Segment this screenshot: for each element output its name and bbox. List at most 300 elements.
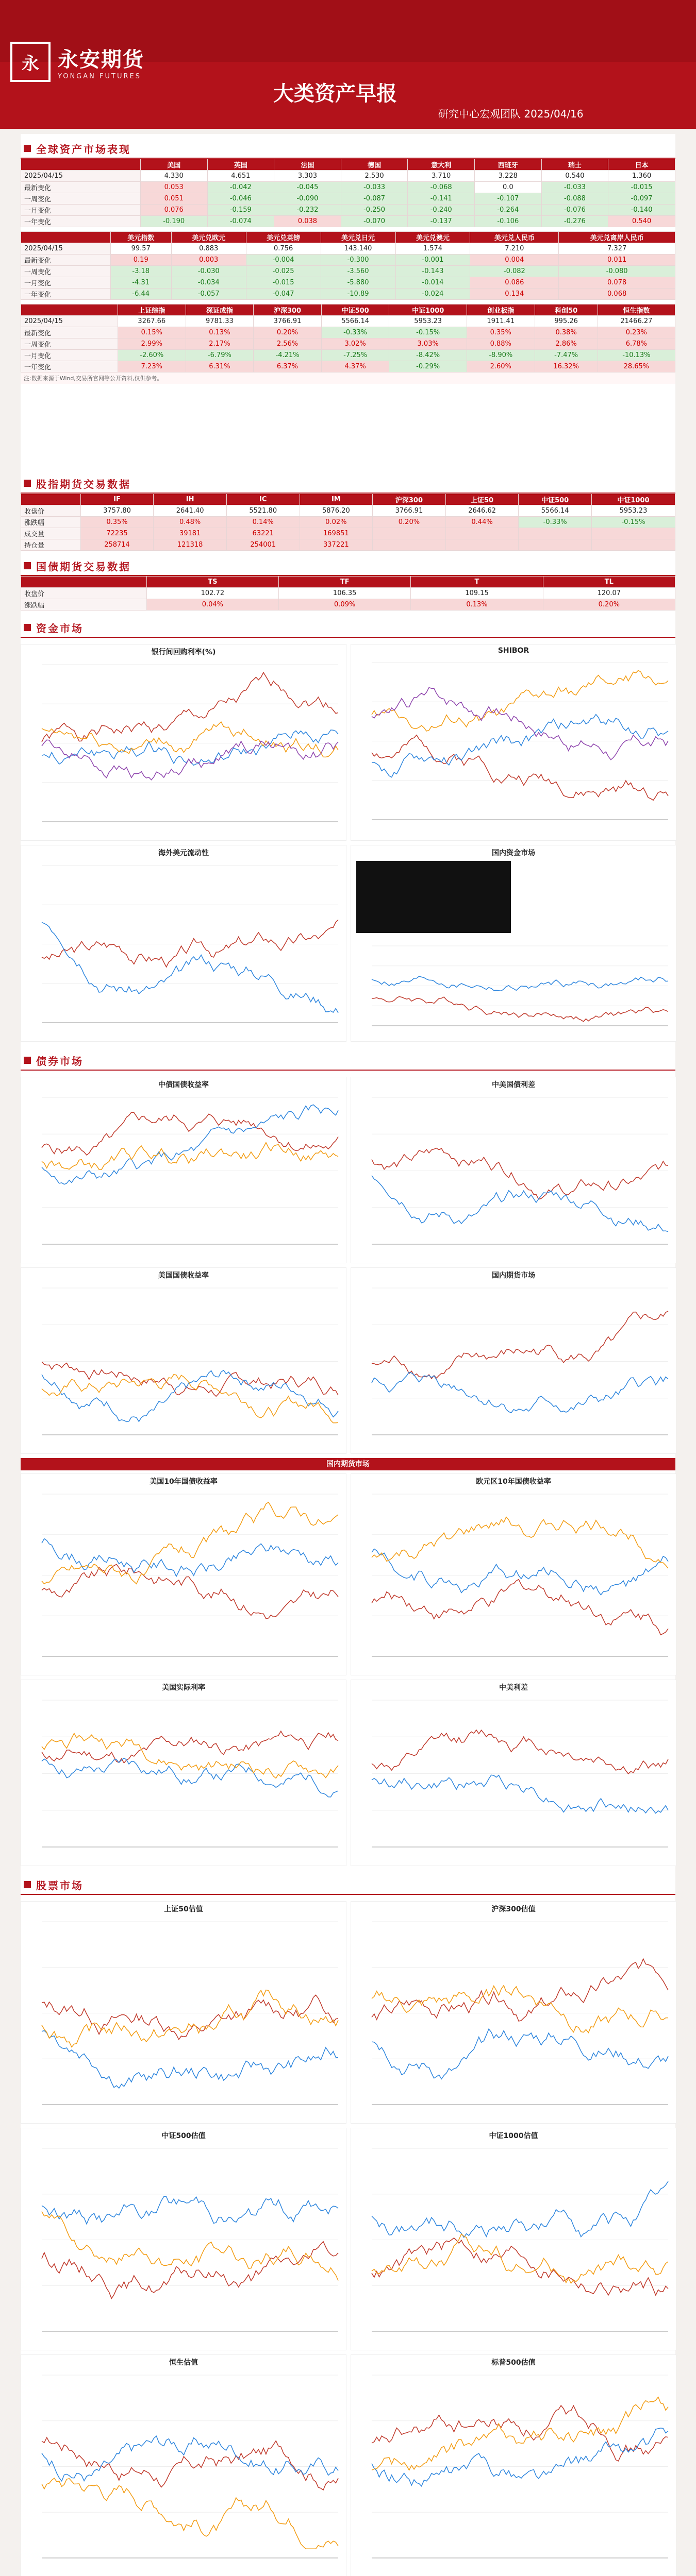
table-cell: 0.540 <box>541 171 608 182</box>
page-subtitle: 研究中心宏观团队 2025/04/16 <box>438 108 584 120</box>
section-title-bond: 债券市场 <box>21 1051 675 1071</box>
table-cell: -8.42% <box>389 350 467 361</box>
table-cell: 63221 <box>226 528 300 539</box>
table-row <box>21 266 675 277</box>
table-cell: 最新变化 <box>21 255 111 266</box>
chart-title: 恒生估值 <box>169 2359 198 2367</box>
table-cell: 收盘价 <box>21 588 147 599</box>
table-row <box>21 361 675 372</box>
line-chart <box>351 655 676 835</box>
table-cell: -0.232 <box>274 205 341 216</box>
table-cell: -0.004 <box>246 255 321 266</box>
series-line <box>42 1995 338 2039</box>
table-cell: 121318 <box>154 539 227 551</box>
logo-en: YONGAN FUTURES <box>58 73 141 80</box>
table-cell: 一年变化 <box>21 289 111 300</box>
table-row <box>21 517 675 528</box>
table-cell: 2641.40 <box>154 505 227 517</box>
chart-title: 国内资金市场 <box>492 849 535 857</box>
table-cell: -0.042 <box>207 182 274 193</box>
table-cell: 一年变化 <box>21 216 141 227</box>
table-cell: -0.033 <box>541 182 608 193</box>
table-row <box>21 505 675 517</box>
line-chart <box>21 657 346 837</box>
series-line <box>42 1564 338 1619</box>
table-cell: -0.143 <box>395 266 470 277</box>
chart-card-c18 <box>351 2354 676 2576</box>
table-cell: -0.140 <box>608 205 675 216</box>
table-cell: -0.015 <box>608 182 675 193</box>
table-cell: -0.080 <box>559 266 675 277</box>
table-row <box>21 171 675 182</box>
series-line <box>372 1730 668 1774</box>
table-cell: 成交量 <box>21 528 81 539</box>
series-line <box>372 2428 668 2486</box>
table-cell: 0.051 <box>140 193 207 205</box>
series-line <box>372 1311 668 1379</box>
table-cell: -3.560 <box>321 266 395 277</box>
series-line <box>372 1959 668 2021</box>
line-chart <box>351 1692 676 1862</box>
table-cell: 39181 <box>154 528 227 539</box>
table-cell: 0.756 <box>246 243 321 255</box>
table-cell: -3.18 <box>110 266 171 277</box>
series-line <box>372 2405 668 2461</box>
table-cell: 337221 <box>300 539 373 551</box>
table-cell: 0.88% <box>467 338 535 350</box>
table-cell: 9781.33 <box>186 316 254 327</box>
chart-title: 美国10年国债收益率 <box>150 1478 218 1486</box>
table-row <box>21 350 675 361</box>
table-row <box>21 599 675 611</box>
line-chart <box>21 2141 346 2347</box>
bullet-icon <box>24 145 31 152</box>
th <box>21 159 141 171</box>
table-cell: 涨跌幅 <box>21 599 147 611</box>
table-cell: 0.13% <box>186 327 254 338</box>
chart-title: 中美国债利差 <box>492 1081 535 1089</box>
table-cell: 一月变化 <box>21 277 111 289</box>
table-cell: 0.20% <box>373 517 446 528</box>
series-line <box>42 1370 338 1422</box>
table-cell: 0.20% <box>254 327 322 338</box>
series-line <box>42 1375 338 1423</box>
series-line <box>42 922 338 1013</box>
table-row <box>21 539 675 551</box>
series-line <box>42 1143 338 1170</box>
table-fx: 美元指数 美元兑欧元 美元兑英镑 美元兑日元 美元兑澳元 美元兑人民币 美元兑离岸人民币 2025/04/15 99.57 0.883 0.756 143.140 1.574 7.210 7.327 最新变化 0.19 0.003 -0.004 -0.300 -0.001 0.004 0.011 一周变化 -3.18 -0.030 -0.025 -3.560 -0.143 -0.082 -0.080 一月变化 -4.31 -0.034 -0.015 -5.880 -0.014 0.086 0.078 一年变化 -6.44 -0.057 -0.047 -10.89 -0.024 0.134 0.068 <box>21 231 675 300</box>
chart-title: 中债国债收益率 <box>158 1081 209 1089</box>
table-row <box>21 289 675 300</box>
table-cell: -0.29% <box>389 361 467 372</box>
bullet-icon <box>24 624 31 631</box>
table-cell: 2.99% <box>118 338 186 350</box>
series-line <box>372 976 668 991</box>
table-cell: -0.097 <box>608 193 675 205</box>
table-cell: -6.44 <box>110 289 171 300</box>
chart-card-c13 <box>21 1901 346 2124</box>
table-cell: -0.046 <box>207 193 274 205</box>
series-line <box>372 1580 668 1635</box>
line-chart <box>351 2141 676 2347</box>
table-cell: 2.530 <box>341 171 408 182</box>
table-cell: 120.07 <box>543 588 675 599</box>
table-cell: -5.880 <box>321 277 395 289</box>
table-cell: -10.89 <box>321 289 395 300</box>
logo-cn: 永安期货 <box>58 48 144 72</box>
table-cell: 0.13% <box>411 599 543 611</box>
line-chart <box>351 1280 676 1450</box>
table-cell <box>519 539 592 551</box>
section-bond <box>21 1051 675 1071</box>
section-money <box>21 618 675 638</box>
table-bond-yields <box>21 159 675 227</box>
table-cell: 2.60% <box>467 361 535 372</box>
chart-card-c2 <box>351 644 676 841</box>
table-cell <box>445 539 519 551</box>
th: 美国 <box>140 159 207 171</box>
table-cell: 一月变化 <box>21 205 141 216</box>
series-line <box>42 1539 338 1577</box>
table-cell: -0.070 <box>341 216 408 227</box>
table-cell: 0.44% <box>445 517 519 528</box>
table-cell: 3.710 <box>408 171 475 182</box>
table-row <box>21 588 675 599</box>
th: 法国 <box>274 159 341 171</box>
table-cell: 7.327 <box>559 243 675 255</box>
line-chart <box>351 2367 676 2573</box>
table-cell: -0.107 <box>475 193 542 205</box>
line-chart <box>351 1486 676 1672</box>
line-chart <box>21 1692 346 1862</box>
table-cell: -8.90% <box>467 350 535 361</box>
table-cell: -0.074 <box>207 216 274 227</box>
table-cell: -0.33% <box>321 327 389 338</box>
table-cell: 3766.91 <box>254 316 322 327</box>
table-cell: 5876.20 <box>300 505 373 517</box>
series-line <box>42 2436 338 2481</box>
chart-card-c15 <box>21 2128 346 2350</box>
chart-title: 欧元区10年国债收益率 <box>476 1478 551 1486</box>
table-cell: 2025/04/15 <box>21 316 118 327</box>
section-title-money: 资金市场 <box>21 618 675 638</box>
series-line <box>42 672 338 742</box>
series-line <box>42 2242 338 2299</box>
chart-card-c16 <box>351 2128 676 2350</box>
line-chart <box>21 1486 346 1672</box>
table-cell: 0.134 <box>470 289 559 300</box>
series-line <box>372 1148 668 1199</box>
table-cell: 2025/04/15 <box>21 243 111 255</box>
page-title: 大类资产早报 <box>273 82 397 106</box>
table-cell: 0.19 <box>110 255 171 266</box>
table-cell: 持仓量 <box>21 539 81 551</box>
table-row <box>21 205 675 216</box>
table-cell: 0.04% <box>146 599 278 611</box>
table-cell: 6.78% <box>598 338 675 350</box>
terminal-panel <box>356 861 511 933</box>
table-row <box>21 243 675 255</box>
table-cell: -0.025 <box>246 266 321 277</box>
bullet-icon <box>24 1057 31 1064</box>
series-line <box>372 1176 668 1232</box>
bullet-icon <box>24 1881 31 1888</box>
table-cell: 72235 <box>80 528 154 539</box>
header <box>0 0 696 129</box>
table-cell: 5566.14 <box>321 316 389 327</box>
table-cell: 2646.62 <box>445 505 519 517</box>
series-line <box>42 2212 338 2281</box>
table-cell: -0.076 <box>541 205 608 216</box>
table-cell: 5521.80 <box>226 505 300 517</box>
table-cell: -0.033 <box>341 182 408 193</box>
table-cell: 3.228 <box>475 171 542 182</box>
table-cell: -0.159 <box>207 205 274 216</box>
table-cell: 0.076 <box>140 205 207 216</box>
series-line <box>42 920 338 967</box>
chart-card-c17 <box>21 2354 346 2576</box>
series-line <box>372 715 668 777</box>
table-cell: 99.57 <box>110 243 171 255</box>
chart-card-c11 <box>21 1680 346 1866</box>
chart-card-c14 <box>351 1901 676 2124</box>
table-cell: 254001 <box>226 539 300 551</box>
table-cell: 0.003 <box>171 255 246 266</box>
table-cell: 0.004 <box>470 255 559 266</box>
table-cell: -0.068 <box>408 182 475 193</box>
table-cell: -0.300 <box>321 255 395 266</box>
table-cell: -0.276 <box>541 216 608 227</box>
line-chart <box>21 858 346 1038</box>
table-cell: -7.47% <box>535 350 598 361</box>
th: 瑞士 <box>541 159 608 171</box>
section-title-bond-futures: 国债期货交易数据 <box>21 556 675 576</box>
table-cell: -0.034 <box>171 277 246 289</box>
series-line <box>42 2437 338 2490</box>
line-chart <box>351 938 676 1041</box>
table-cell: 0.038 <box>274 216 341 227</box>
table-cell: 最新变化 <box>21 182 141 193</box>
series-line <box>372 735 668 801</box>
table-cell <box>373 528 446 539</box>
section-bond-futures <box>21 556 675 611</box>
chart-title: 美国国债收益率 <box>158 1272 209 1280</box>
chart-card-c4 <box>351 845 676 1042</box>
table-cell: 0.15% <box>118 327 186 338</box>
table-cell: 0.23% <box>598 327 675 338</box>
chart-title: 上证50估值 <box>164 1905 203 1913</box>
table-cell: -0.264 <box>475 205 542 216</box>
table-cell: -0.014 <box>395 277 470 289</box>
series-line <box>42 1362 338 1396</box>
section-title-futures: 股指期货交易数据 <box>21 474 675 494</box>
table-cell: -0.001 <box>395 255 470 266</box>
table-cell: 1.574 <box>395 243 470 255</box>
table-cell: 一年变化 <box>21 361 118 372</box>
chart-title: 海外美元流动性 <box>158 849 209 857</box>
table-cell: -0.082 <box>470 266 559 277</box>
chart-card-c7 <box>21 1267 346 1454</box>
table-cell: -0.057 <box>171 289 246 300</box>
chart-title: 银行间回购利率(%) <box>151 648 216 656</box>
table-cell: 4.651 <box>207 171 274 182</box>
table-cell: -0.250 <box>341 205 408 216</box>
table-cell: 0.011 <box>559 255 675 266</box>
table-cell: 0.35% <box>467 327 535 338</box>
table-cell: -0.015 <box>246 277 321 289</box>
table-cell: 0.883 <box>171 243 246 255</box>
table-cell: 一月变化 <box>21 350 118 361</box>
table-cell: 3.03% <box>389 338 467 350</box>
table-cell: -0.137 <box>408 216 475 227</box>
chart-card-c6 <box>351 1077 676 1263</box>
table-cell: -0.190 <box>140 216 207 227</box>
table-cell: 0.540 <box>608 216 675 227</box>
th: 德国 <box>341 159 408 171</box>
table-row <box>21 277 675 289</box>
series-line <box>372 1372 668 1413</box>
series-line <box>42 1990 338 2047</box>
table-cell: 995.26 <box>535 316 598 327</box>
table-cell: -0.087 <box>341 193 408 205</box>
chart-card-c9 <box>21 1473 346 1675</box>
series-line <box>42 1758 338 1797</box>
bullet-icon <box>24 480 31 487</box>
section-equity <box>21 1875 675 1895</box>
table-cell: 0.078 <box>559 277 675 289</box>
chart-card-c3 <box>21 845 346 1042</box>
table-cell: 2025/04/15 <box>21 171 141 182</box>
table-cell: 最新变化 <box>21 327 118 338</box>
series-line <box>42 1105 338 1184</box>
series-line <box>372 1549 668 1595</box>
table-cell: 2.17% <box>186 338 254 350</box>
table-cell: 16.32% <box>535 361 598 372</box>
table-bond-futures: TS TF T TL 收盘价 102.72 106.35 109.15 120.07 涨跌幅 0.04% 0.09% 0.13% 0.20% <box>21 576 675 611</box>
logo <box>10 31 165 93</box>
series-line <box>372 996 668 1021</box>
table-cell: 28.65% <box>598 361 675 372</box>
section-title-global: 全球资产市场表现 <box>21 139 675 159</box>
line-chart <box>21 1914 346 2120</box>
table-equity: 上证综指 深证成指 沪深300 中证500 中证1000 创业板指 科创50 恒生指数 2025/04/15 3267.66 9781.33 3766.91 5566.14 5953.23 1911.41 995.26 21466.27 最新变化 0.15% 0.13% 0.20% -0.33% -0.15% 0.35% 0.38% 0.23% 一周变化 2.99% 2.17% 2.56% 3.02% 3.03% 0.88% 2.86% 6.78% 一月变化 -2.60% -6.79% -4.21% -7.25% -8.42% -8.90% -7.47% -10.13% 一年变化 7.23% 6.31% 6.37% 4.37% -0.29% 2.60% 16.32% 28.65% <box>21 304 675 372</box>
th: 日本 <box>608 159 675 171</box>
table-row <box>21 316 675 327</box>
table-cell: -0.106 <box>475 216 542 227</box>
line-chart <box>21 2367 346 2573</box>
table-note: 注:数据来源于Wind,交易所官网等公开资料,仅供参考。 <box>21 372 675 384</box>
table-cell: 6.37% <box>254 361 322 372</box>
table-cell: -10.13% <box>598 350 675 361</box>
chart-title: 中美利差 <box>499 1684 528 1692</box>
series-line <box>372 688 668 760</box>
table-cell: -0.090 <box>274 193 341 205</box>
chart-card-c1 <box>21 644 346 841</box>
chart-card-c8 <box>351 1267 676 1454</box>
table-cell: 4.37% <box>321 361 389 372</box>
table-cell: 7.210 <box>470 243 559 255</box>
table-cell: 5953.23 <box>591 505 675 517</box>
table-cell: 109.15 <box>411 588 543 599</box>
table-cell: 5953.23 <box>389 316 467 327</box>
series-line <box>42 2197 338 2224</box>
chart-title: 沪深300估值 <box>491 1905 536 1913</box>
chart-title: 国内期货市场 <box>492 1272 535 1280</box>
table-cell: 1.360 <box>608 171 675 182</box>
chart-card-c5 <box>21 1077 346 1263</box>
chart-title: 中证500估值 <box>161 2132 206 2140</box>
table-cell: 0.0 <box>475 182 542 193</box>
table-row <box>21 327 675 338</box>
table-cell: 2.86% <box>535 338 598 350</box>
series-line <box>372 1517 668 1569</box>
table-cell: 0.20% <box>543 599 675 611</box>
series-line <box>372 670 668 731</box>
line-chart <box>351 1914 676 2120</box>
th: 意大利 <box>408 159 475 171</box>
table-cell: -0.33% <box>519 517 592 528</box>
table-cell: 2.56% <box>254 338 322 350</box>
table-row <box>21 182 675 193</box>
table-cell: 一周变化 <box>21 193 141 205</box>
bullet-icon <box>24 562 31 569</box>
table-cell: -0.024 <box>395 289 470 300</box>
table-cell: -0.045 <box>274 182 341 193</box>
series-line <box>42 1731 338 1763</box>
table-cell: 一周变化 <box>21 338 118 350</box>
chart-title: 标普500估值 <box>491 2359 536 2367</box>
table-cell: -0.141 <box>408 193 475 205</box>
series-line <box>42 2031 338 2089</box>
table-cell: 169851 <box>300 528 373 539</box>
table-cell: 0.086 <box>470 277 559 289</box>
content <box>21 134 675 2576</box>
series-line <box>372 2397 668 2470</box>
table-cell: 0.09% <box>279 599 411 611</box>
table-cell: 143.140 <box>321 243 395 255</box>
table-cell: 0.02% <box>300 517 373 528</box>
table-cell: 1911.41 <box>467 316 535 327</box>
table-cell: 258714 <box>80 539 154 551</box>
logo-mark-icon: 永 <box>10 42 51 82</box>
series-line <box>42 1502 338 1584</box>
table-row <box>21 338 675 350</box>
table-cell: -0.240 <box>408 205 475 216</box>
table-cell: -7.25% <box>321 350 389 361</box>
table-cell: 涨跌幅 <box>21 517 81 528</box>
table-futures: IF IH IC IM 沪深300 上证50 中证500 中证1000 收盘价 3757.80 2641.40 5521.80 5876.20 3766.91 2646.62 5566.14 5953.23 涨跌幅 0.35% 0.48% 0.14% 0.02% 0.20% 0.44% -0.33% -0.15% 成交量 72235 39181 63221 169851 持仓量 258714 121318 254001 337221 <box>21 494 675 551</box>
table-cell: -0.15% <box>389 327 467 338</box>
table-cell: 0.068 <box>559 289 675 300</box>
table-cell <box>445 528 519 539</box>
table-cell: 0.48% <box>154 517 227 528</box>
table-cell <box>591 539 675 551</box>
table-cell: 21466.27 <box>598 316 675 327</box>
table-cell <box>519 528 592 539</box>
table-cell: -0.15% <box>591 517 675 528</box>
series-line <box>372 1775 668 1813</box>
table-cell: 5566.14 <box>519 505 592 517</box>
table-cell: 收盘价 <box>21 505 81 517</box>
table-cell: -0.030 <box>171 266 246 277</box>
table-cell: 3267.66 <box>118 316 186 327</box>
table-cell: 一周变化 <box>21 266 111 277</box>
table-cell: -6.79% <box>186 350 254 361</box>
table-cell: 0.38% <box>535 327 598 338</box>
series-line <box>372 1986 668 2033</box>
section-global <box>21 139 675 384</box>
table-cell: 7.23% <box>118 361 186 372</box>
